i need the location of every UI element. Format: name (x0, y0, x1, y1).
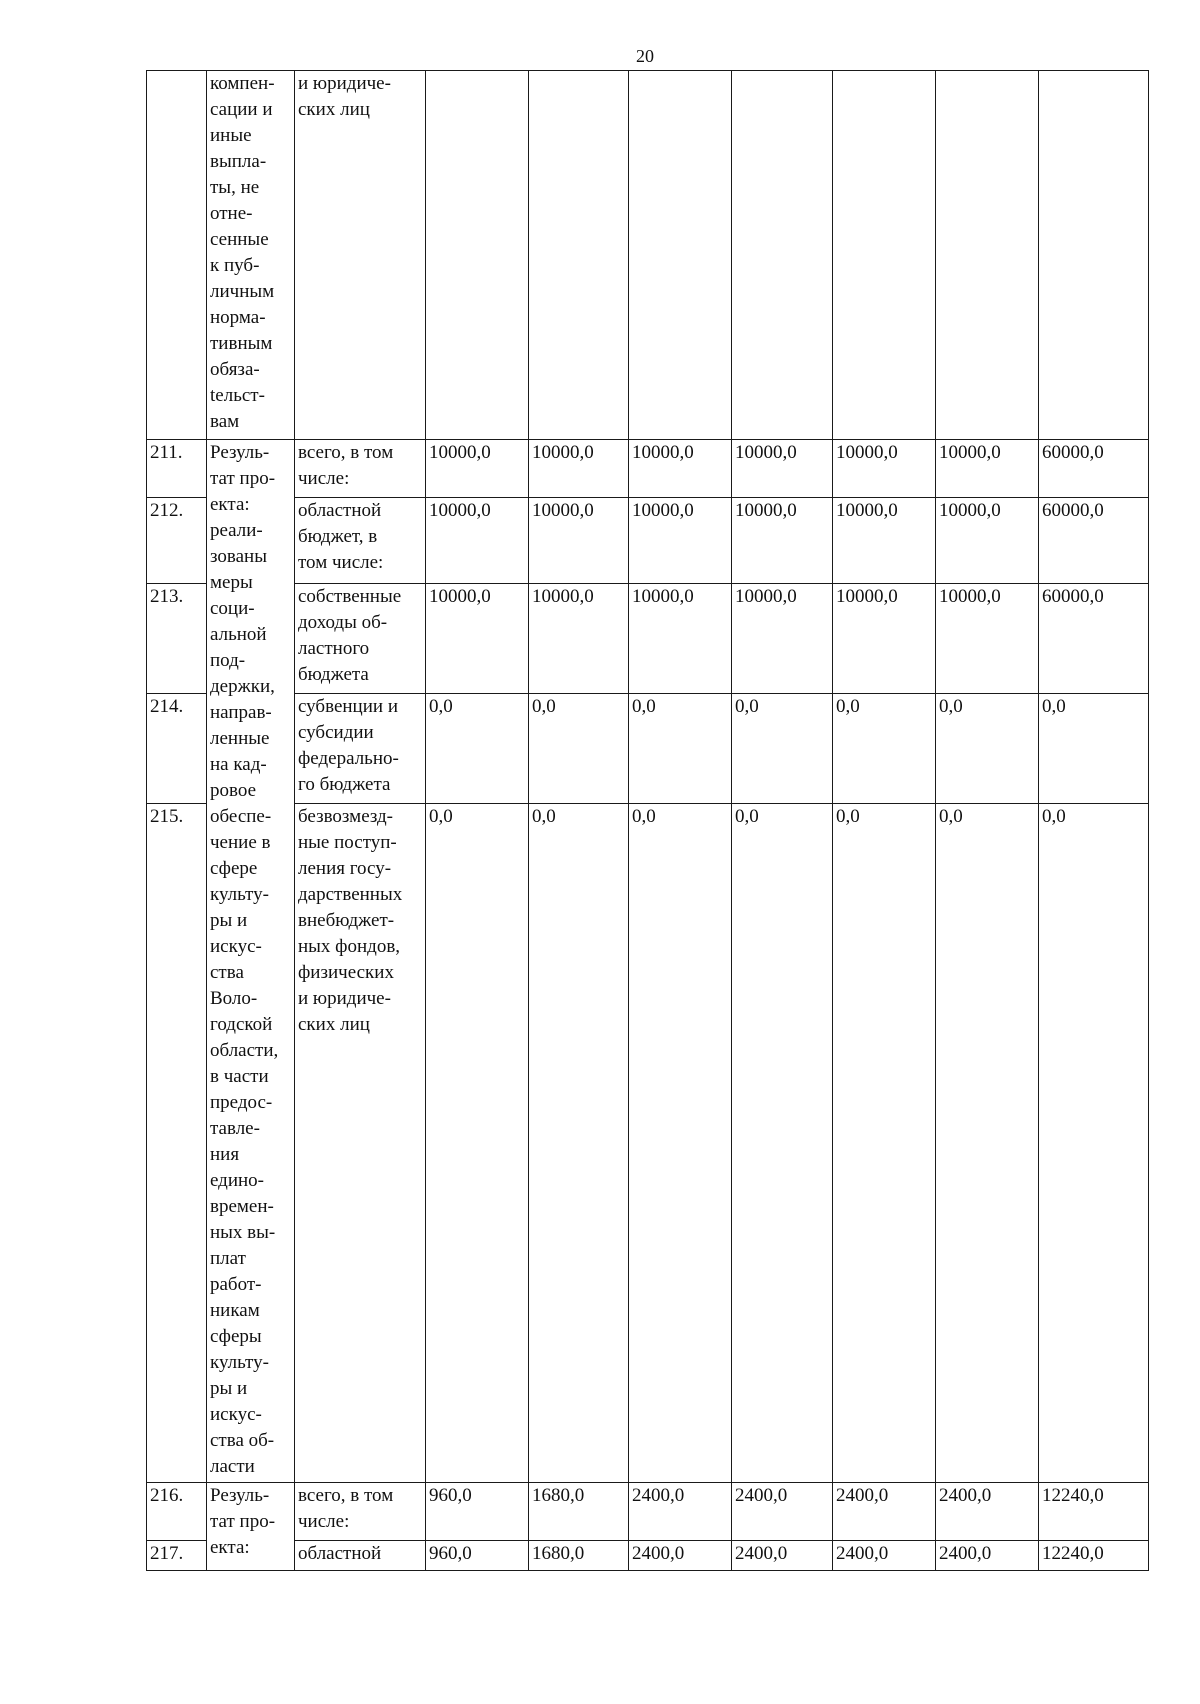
table-row (147, 440, 1149, 498)
source-cell (295, 71, 426, 440)
source-text: всего, в том числе: (298, 1485, 394, 1532)
value-cell: 1680,0 (529, 1541, 629, 1571)
value-cell: 10000,0 (529, 498, 629, 584)
total-cell: 0,0 (1039, 804, 1149, 1483)
value-cell: 0,0 (833, 694, 936, 804)
source-cell (295, 694, 426, 804)
value-cell: 10000,0 (936, 498, 1039, 584)
value-cell: 10000,0 (629, 584, 732, 694)
value-cell (732, 71, 833, 440)
value-cell: 10000,0 (426, 584, 529, 694)
total-cell: 60000,0 (1039, 498, 1149, 584)
source-text: областной бюджет, в том числе: (298, 500, 384, 573)
value-cell: 10000,0 (629, 498, 732, 584)
value-cell: 10000,0 (732, 584, 833, 694)
value-cell: 960,0 (426, 1541, 529, 1571)
value-cell: 0,0 (732, 804, 833, 1483)
description-text: Резуль- тат про- екта: реали- зованы меры соци- альной под- держки, направ- ленные на кад- ровое обеспе- чение в сфере культу- ры и искус- ства Воло- годской области, в части предос- тавле- ния едино- времен- ных вы- плат работ- никам сферы культу- ры и искус- ства об- ласти (210, 442, 279, 1477)
description-text: компен- сации и иные выпла- ты, не отне- сенные к пуб- личным норма- тивным обяза- tельст- вам (210, 73, 275, 432)
row-number-cell: 211. (147, 440, 207, 498)
value-cell (1039, 71, 1149, 440)
table-row (147, 1541, 1149, 1571)
source-cell (295, 1483, 426, 1541)
total-cell: 12240,0 (1039, 1541, 1149, 1571)
row-number-cell: 212. (147, 498, 207, 584)
value-cell: 0,0 (732, 694, 833, 804)
value-cell: 10000,0 (833, 498, 936, 584)
value-cell: 2400,0 (732, 1483, 833, 1541)
source-cell (295, 1541, 426, 1571)
description-cell (207, 440, 295, 1483)
value-cell: 960,0 (426, 1483, 529, 1541)
source-text: безвозмезд- ные поступ- ления госу- дарственных внебюджет- ных фондов, физических и юридиче- ских лиц (298, 806, 403, 1035)
value-cell: 10000,0 (732, 440, 833, 498)
value-cell: 0,0 (936, 694, 1039, 804)
total-cell: 60000,0 (1039, 584, 1149, 694)
value-cell: 10000,0 (732, 498, 833, 584)
value-cell (529, 71, 629, 440)
row-number-cell: 216. (147, 1483, 207, 1541)
value-cell: 0,0 (629, 694, 732, 804)
value-cell (629, 71, 732, 440)
value-cell: 0,0 (529, 694, 629, 804)
value-cell: 0,0 (936, 804, 1039, 1483)
total-cell: 0,0 (1039, 694, 1149, 804)
table-row (147, 498, 1149, 584)
value-cell: 10000,0 (426, 498, 529, 584)
value-cell: 2400,0 (629, 1483, 732, 1541)
value-cell: 2400,0 (936, 1541, 1039, 1571)
source-cell (295, 804, 426, 1483)
value-cell: 2400,0 (833, 1541, 936, 1571)
source-text: всего, в том числе: (298, 442, 394, 489)
value-cell: 10000,0 (936, 584, 1039, 694)
value-cell: 2400,0 (833, 1483, 936, 1541)
value-cell: 0,0 (833, 804, 936, 1483)
value-cell (426, 71, 529, 440)
row-number-cell: 213. (147, 584, 207, 694)
row-number-cell: 217. (147, 1541, 207, 1571)
table-row (147, 804, 1149, 1483)
page-number: 20 (636, 46, 654, 66)
total-cell: 12240,0 (1039, 1483, 1149, 1541)
budget-table (146, 70, 1149, 1571)
value-cell: 0,0 (629, 804, 732, 1483)
value-cell: 1680,0 (529, 1483, 629, 1541)
value-cell: 10000,0 (833, 440, 936, 498)
description-text: Резуль- тат про- екта: (210, 1485, 276, 1558)
value-cell: 0,0 (426, 804, 529, 1483)
row-number-cell: 214. (147, 694, 207, 804)
value-cell: 2400,0 (732, 1541, 833, 1571)
value-cell (936, 71, 1039, 440)
source-cell (295, 584, 426, 694)
value-cell: 10000,0 (629, 440, 732, 498)
source-text: субвенции и субсидии федерально- го бюджета (298, 696, 399, 795)
value-cell: 2400,0 (936, 1483, 1039, 1541)
total-cell: 60000,0 (1039, 440, 1149, 498)
table-row (147, 694, 1149, 804)
row-number-cell: 215. (147, 804, 207, 1483)
value-cell: 0,0 (529, 804, 629, 1483)
row-number-cell (147, 71, 207, 440)
source-cell (295, 498, 426, 584)
value-cell (833, 71, 936, 440)
table-row (147, 1483, 1149, 1541)
value-cell: 10000,0 (426, 440, 529, 498)
table-row (147, 584, 1149, 694)
source-text: собственные доходы об- ластного бюджета (298, 586, 402, 685)
description-cell (207, 71, 295, 440)
value-cell: 10000,0 (529, 440, 629, 498)
description-cell (207, 1483, 295, 1571)
table-row (147, 71, 1149, 440)
value-cell: 10000,0 (833, 584, 936, 694)
source-cell (295, 440, 426, 498)
value-cell: 0,0 (426, 694, 529, 804)
value-cell: 2400,0 (629, 1541, 732, 1571)
source-text: и юридиче- ских лиц (298, 73, 391, 120)
value-cell: 10000,0 (936, 440, 1039, 498)
source-text: областной (298, 1543, 382, 1564)
value-cell: 10000,0 (529, 584, 629, 694)
